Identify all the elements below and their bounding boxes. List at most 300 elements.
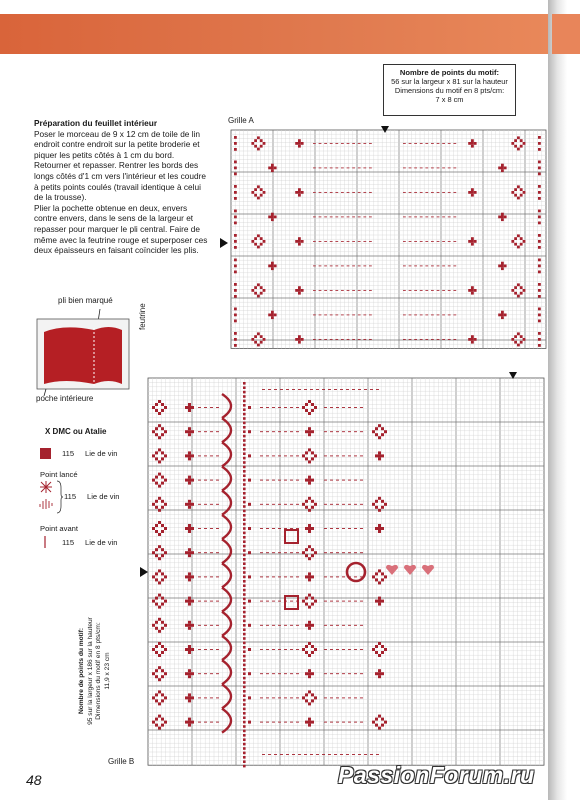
stitch bbox=[188, 551, 191, 554]
running-stitch bbox=[204, 625, 207, 626]
running-stitch bbox=[328, 754, 331, 755]
stitch bbox=[243, 496, 246, 499]
running-stitch bbox=[290, 552, 293, 553]
stitch bbox=[471, 286, 474, 289]
stitch bbox=[260, 243, 263, 246]
stitch bbox=[234, 210, 237, 213]
running-stitch bbox=[198, 697, 201, 698]
stitch bbox=[260, 194, 263, 197]
stitch bbox=[191, 527, 194, 530]
stitch bbox=[538, 216, 541, 219]
stitch bbox=[298, 240, 301, 243]
running-stitch bbox=[414, 339, 417, 340]
stitch bbox=[311, 575, 314, 578]
running-stitch bbox=[330, 697, 333, 698]
stitch bbox=[520, 145, 523, 148]
stitch bbox=[523, 338, 526, 341]
running-stitch bbox=[324, 552, 327, 553]
running-stitch bbox=[210, 431, 213, 432]
stitch bbox=[243, 439, 246, 442]
running-stitch bbox=[358, 143, 361, 144]
running-stitch bbox=[420, 290, 423, 291]
stitch bbox=[188, 621, 191, 624]
stitch bbox=[538, 197, 541, 200]
grid-a-count-line2: Dimensions du motif en 8 pts/cm: bbox=[394, 86, 505, 95]
stitch bbox=[268, 216, 271, 219]
running-stitch bbox=[336, 625, 339, 626]
running-stitch bbox=[324, 455, 327, 456]
running-stitch bbox=[262, 754, 265, 755]
stitch bbox=[384, 503, 387, 506]
stitch bbox=[248, 696, 251, 699]
stitch bbox=[161, 409, 164, 412]
running-stitch bbox=[336, 673, 339, 674]
stitch bbox=[158, 618, 161, 621]
stitch bbox=[243, 633, 246, 636]
running-stitch bbox=[266, 455, 269, 456]
running-stitch bbox=[330, 241, 333, 242]
running-stitch bbox=[342, 480, 345, 481]
running-stitch bbox=[442, 167, 445, 168]
stitch bbox=[243, 620, 246, 623]
stitch bbox=[155, 451, 158, 454]
stitch bbox=[188, 724, 191, 727]
stitch bbox=[155, 500, 158, 503]
running-stitch bbox=[310, 389, 313, 390]
stitch bbox=[298, 338, 301, 341]
stitch bbox=[311, 721, 314, 724]
stitch bbox=[234, 271, 237, 274]
stitch bbox=[378, 509, 381, 512]
stitch bbox=[314, 503, 317, 506]
stitch bbox=[161, 578, 164, 581]
running-stitch bbox=[352, 192, 355, 193]
running-stitch bbox=[414, 192, 417, 193]
running-stitch bbox=[335, 265, 338, 266]
running-stitch bbox=[260, 504, 263, 505]
stitch bbox=[155, 524, 158, 527]
stitch bbox=[501, 218, 504, 221]
running-stitch bbox=[420, 216, 423, 217]
stitch bbox=[234, 332, 237, 335]
running-stitch bbox=[296, 455, 299, 456]
stitch bbox=[234, 320, 237, 323]
running-stitch bbox=[348, 552, 351, 553]
stitch bbox=[514, 243, 517, 246]
stitch bbox=[308, 627, 311, 630]
stitch bbox=[308, 578, 311, 581]
stitch bbox=[375, 651, 378, 654]
stitch bbox=[538, 332, 541, 335]
stitch bbox=[501, 262, 504, 265]
stitch bbox=[308, 642, 311, 645]
stitch bbox=[308, 479, 311, 482]
stitch bbox=[243, 738, 246, 741]
stitch bbox=[243, 386, 246, 389]
stitch bbox=[188, 457, 191, 460]
stitch bbox=[185, 648, 188, 651]
running-stitch bbox=[216, 407, 219, 408]
stitch bbox=[381, 672, 384, 675]
stitch bbox=[308, 509, 311, 512]
stitch bbox=[468, 289, 471, 292]
stitch bbox=[474, 191, 477, 194]
running-stitch bbox=[284, 576, 287, 577]
running-stitch bbox=[347, 167, 350, 168]
running-stitch bbox=[341, 192, 344, 193]
stitch bbox=[158, 678, 161, 681]
stitch bbox=[375, 600, 378, 603]
running-stitch bbox=[453, 216, 456, 217]
stitch bbox=[188, 624, 191, 627]
stitch bbox=[474, 338, 477, 341]
running-stitch bbox=[266, 625, 269, 626]
stitch bbox=[523, 142, 526, 145]
running-stitch bbox=[313, 216, 316, 217]
running-stitch bbox=[313, 241, 316, 242]
running-stitch bbox=[280, 389, 283, 390]
running-stitch bbox=[198, 722, 201, 723]
running-stitch bbox=[260, 455, 263, 456]
running-stitch bbox=[347, 290, 350, 291]
grid-b-count-text bbox=[78, 596, 126, 746]
stitch bbox=[381, 572, 384, 575]
running-stitch bbox=[420, 192, 423, 193]
running-stitch bbox=[266, 528, 269, 529]
running-stitch bbox=[204, 576, 207, 577]
stitch bbox=[271, 167, 274, 170]
running-stitch bbox=[437, 290, 440, 291]
stitch bbox=[308, 433, 311, 436]
stitch bbox=[378, 597, 381, 600]
running-stitch bbox=[442, 339, 445, 340]
stitch bbox=[158, 642, 161, 645]
stitch bbox=[243, 765, 246, 768]
stitch bbox=[308, 690, 311, 693]
stitch bbox=[243, 514, 246, 517]
stitch bbox=[234, 308, 237, 311]
running-stitch bbox=[342, 552, 345, 553]
running-stitch bbox=[280, 754, 283, 755]
running-stitch bbox=[216, 552, 219, 553]
running-stitch bbox=[304, 389, 307, 390]
running-stitch bbox=[369, 143, 372, 144]
stitch bbox=[243, 474, 246, 477]
stitch bbox=[164, 575, 167, 578]
stitch bbox=[158, 521, 161, 524]
running-stitch bbox=[453, 290, 456, 291]
legend-name-1: Lie de vin bbox=[85, 449, 118, 458]
running-stitch bbox=[290, 601, 293, 602]
stitch bbox=[251, 289, 254, 292]
stitch bbox=[257, 234, 260, 237]
stitch bbox=[305, 624, 308, 627]
running-stitch bbox=[342, 673, 345, 674]
running-stitch bbox=[348, 504, 351, 505]
running-stitch bbox=[358, 265, 361, 266]
grid-b-count-line3: 11,9 x 23 cm bbox=[103, 652, 111, 690]
stitch bbox=[311, 527, 314, 530]
stitch bbox=[161, 597, 164, 600]
stitch bbox=[188, 503, 191, 506]
running-stitch bbox=[210, 722, 213, 723]
running-stitch bbox=[260, 480, 263, 481]
stitch bbox=[538, 185, 541, 188]
running-stitch bbox=[342, 528, 345, 529]
stitch bbox=[257, 136, 260, 139]
stitch bbox=[260, 292, 263, 295]
running-stitch bbox=[216, 649, 219, 650]
running-stitch bbox=[336, 455, 339, 456]
stitch bbox=[152, 696, 155, 699]
stitch bbox=[188, 406, 191, 409]
running-stitch bbox=[431, 216, 434, 217]
stitch bbox=[243, 646, 246, 649]
stitch bbox=[248, 721, 251, 724]
stitch bbox=[520, 139, 523, 142]
stitch bbox=[538, 259, 541, 262]
running-stitch bbox=[272, 504, 275, 505]
legend-header: X DMC ou Atalie bbox=[45, 427, 107, 436]
stitch bbox=[311, 409, 314, 412]
stitch bbox=[381, 506, 384, 509]
running-stitch bbox=[335, 314, 338, 315]
running-stitch bbox=[324, 673, 327, 674]
stitch bbox=[188, 451, 191, 454]
stitch bbox=[243, 650, 246, 653]
running-stitch bbox=[347, 265, 350, 266]
running-stitch bbox=[448, 216, 451, 217]
stitch bbox=[234, 314, 237, 317]
running-stitch bbox=[260, 407, 263, 408]
stitch bbox=[254, 139, 257, 142]
stitch bbox=[161, 572, 164, 575]
stitch bbox=[234, 148, 237, 151]
stitch bbox=[314, 696, 317, 699]
stitch bbox=[498, 314, 501, 317]
stitch bbox=[305, 548, 308, 551]
stitch bbox=[298, 188, 301, 191]
stitch bbox=[158, 533, 161, 536]
running-stitch bbox=[330, 504, 333, 505]
running-stitch bbox=[278, 576, 281, 577]
running-stitch bbox=[284, 673, 287, 674]
stitch bbox=[298, 191, 301, 194]
stitch bbox=[375, 645, 378, 648]
stitch bbox=[243, 672, 246, 675]
stitch bbox=[185, 406, 188, 409]
running-stitch bbox=[272, 625, 275, 626]
stitch bbox=[538, 314, 541, 317]
stitch bbox=[263, 191, 266, 194]
stitch bbox=[158, 424, 161, 427]
running-stitch bbox=[414, 265, 417, 266]
stitch bbox=[268, 265, 271, 268]
running-stitch bbox=[363, 216, 366, 217]
running-stitch bbox=[266, 697, 269, 698]
stitch bbox=[305, 500, 308, 503]
running-stitch bbox=[210, 673, 213, 674]
stitch bbox=[188, 403, 191, 406]
running-stitch bbox=[204, 601, 207, 602]
stitch bbox=[302, 600, 305, 603]
running-stitch bbox=[352, 290, 355, 291]
running-stitch bbox=[324, 528, 327, 529]
stitch bbox=[260, 237, 263, 240]
running-stitch bbox=[330, 290, 333, 291]
stitch bbox=[243, 659, 246, 662]
stitch bbox=[305, 672, 308, 675]
stitch bbox=[305, 575, 308, 578]
stitch bbox=[243, 444, 246, 447]
stitch bbox=[468, 240, 471, 243]
stitch bbox=[188, 482, 191, 485]
stitch bbox=[158, 630, 161, 633]
stitch bbox=[471, 237, 474, 240]
running-stitch bbox=[352, 339, 355, 340]
stitch bbox=[378, 530, 381, 533]
stitch bbox=[152, 624, 155, 627]
running-stitch bbox=[448, 167, 451, 168]
stitch bbox=[514, 145, 517, 148]
running-stitch bbox=[198, 455, 201, 456]
running-stitch bbox=[324, 339, 327, 340]
running-stitch bbox=[204, 455, 207, 456]
running-stitch bbox=[328, 389, 331, 390]
stitch bbox=[538, 161, 541, 164]
legend-name-3: Lie de vin bbox=[85, 538, 118, 547]
running-stitch bbox=[409, 339, 412, 340]
stitch bbox=[191, 430, 194, 433]
stitch bbox=[298, 145, 301, 148]
stitch bbox=[305, 645, 308, 648]
stitch bbox=[243, 435, 246, 438]
stitch bbox=[298, 335, 301, 338]
stitch bbox=[243, 488, 246, 491]
stitch bbox=[155, 578, 158, 581]
stitch bbox=[471, 338, 474, 341]
running-stitch bbox=[340, 389, 343, 390]
stitch bbox=[311, 603, 314, 606]
stitch bbox=[308, 572, 311, 575]
stitch bbox=[243, 712, 246, 715]
running-stitch bbox=[210, 601, 213, 602]
stitch bbox=[311, 451, 314, 454]
running-stitch bbox=[290, 697, 293, 698]
running-stitch bbox=[313, 314, 316, 315]
running-stitch bbox=[296, 697, 299, 698]
stitch bbox=[308, 621, 311, 624]
stitch bbox=[152, 454, 155, 457]
running-stitch bbox=[278, 431, 281, 432]
stitch bbox=[268, 314, 271, 317]
running-stitch bbox=[298, 754, 301, 755]
running-stitch bbox=[425, 143, 428, 144]
stitch bbox=[260, 286, 263, 289]
running-stitch bbox=[363, 290, 366, 291]
running-stitch bbox=[272, 673, 275, 674]
running-stitch bbox=[336, 649, 339, 650]
running-stitch bbox=[369, 314, 372, 315]
stitch bbox=[243, 580, 246, 583]
stitch bbox=[260, 188, 263, 191]
running-stitch bbox=[216, 576, 219, 577]
stitch bbox=[158, 557, 161, 560]
stitch bbox=[161, 427, 164, 430]
running-stitch bbox=[210, 455, 213, 456]
stitch bbox=[308, 675, 311, 678]
stitch bbox=[381, 427, 384, 430]
running-stitch bbox=[290, 673, 293, 674]
stitch bbox=[471, 191, 474, 194]
running-stitch bbox=[448, 241, 451, 242]
running-stitch bbox=[342, 431, 345, 432]
running-stitch bbox=[292, 389, 295, 390]
running-stitch bbox=[260, 552, 263, 553]
running-stitch bbox=[204, 407, 207, 408]
running-stitch bbox=[204, 722, 207, 723]
watermark: PassionForum.ru bbox=[338, 762, 535, 788]
stitch bbox=[302, 503, 305, 506]
stitch bbox=[468, 338, 471, 341]
stitch bbox=[243, 699, 246, 702]
running-stitch bbox=[376, 754, 379, 755]
stitch bbox=[375, 724, 378, 727]
stitch bbox=[517, 295, 520, 298]
stitch bbox=[234, 246, 237, 249]
running-stitch bbox=[330, 455, 333, 456]
stitch bbox=[243, 426, 246, 429]
stitch bbox=[155, 603, 158, 606]
running-stitch bbox=[313, 290, 316, 291]
stitch bbox=[257, 332, 260, 335]
stitch bbox=[271, 262, 274, 265]
running-stitch bbox=[330, 722, 333, 723]
stitch bbox=[517, 185, 520, 188]
running-stitch bbox=[442, 290, 445, 291]
running-stitch bbox=[342, 649, 345, 650]
stitch bbox=[260, 145, 263, 148]
running-stitch bbox=[335, 339, 338, 340]
stitch bbox=[254, 243, 257, 246]
stitch bbox=[271, 216, 274, 219]
running-stitch bbox=[335, 241, 338, 242]
grid-a-chart bbox=[231, 130, 546, 348]
running-stitch bbox=[216, 601, 219, 602]
stitch bbox=[520, 243, 523, 246]
running-stitch bbox=[266, 722, 269, 723]
running-stitch bbox=[278, 722, 281, 723]
running-stitch bbox=[360, 673, 363, 674]
running-stitch bbox=[216, 504, 219, 505]
running-stitch bbox=[342, 697, 345, 698]
stitch bbox=[254, 145, 257, 148]
stitch bbox=[314, 454, 317, 457]
stitch bbox=[158, 497, 161, 500]
stitch bbox=[305, 651, 308, 654]
stitch bbox=[384, 575, 387, 578]
stitch bbox=[298, 139, 301, 142]
running-stitch bbox=[352, 143, 355, 144]
stitch bbox=[188, 454, 191, 457]
stitch bbox=[161, 699, 164, 702]
running-stitch bbox=[442, 241, 445, 242]
stitch bbox=[471, 188, 474, 191]
running-stitch bbox=[370, 754, 373, 755]
running-stitch bbox=[341, 290, 344, 291]
stitch bbox=[191, 721, 194, 724]
stitch bbox=[308, 702, 311, 705]
